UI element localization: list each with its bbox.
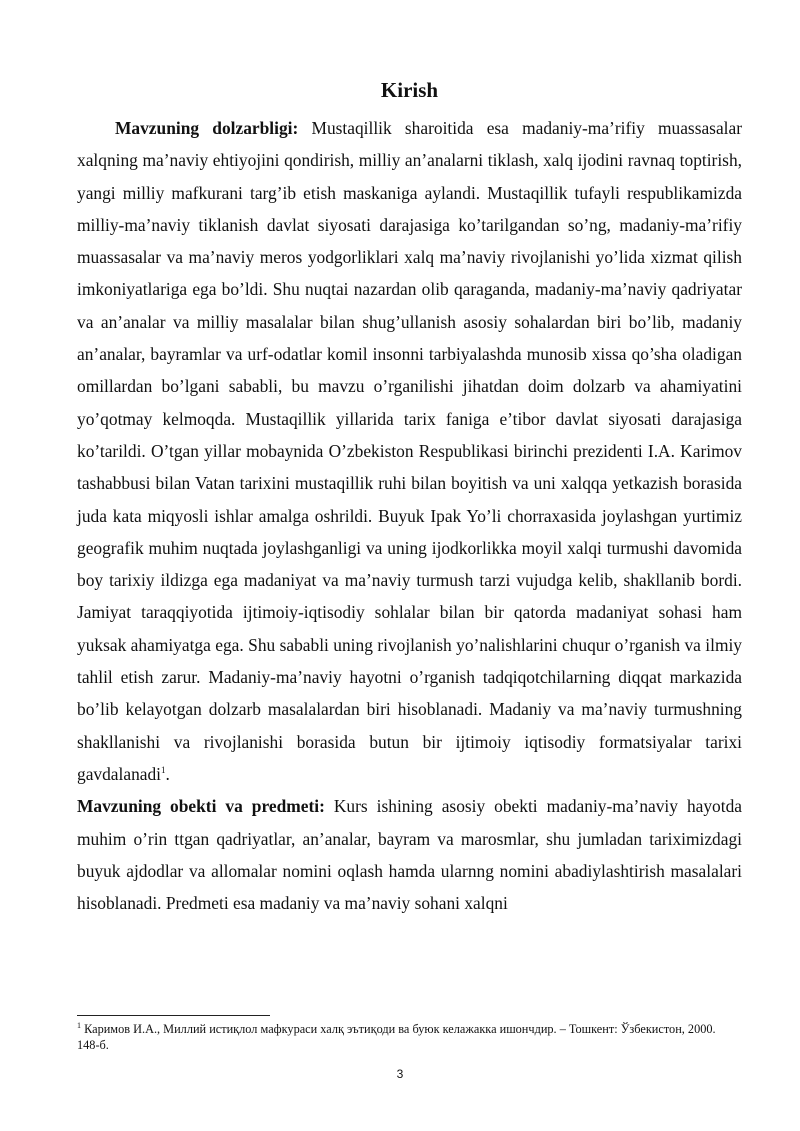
paragraph-relevance — [77, 112, 742, 790]
page-title: Kirish — [380, 78, 439, 102]
paragraph-end-relevance: . — [165, 763, 170, 784]
paragraph-lead-object-subject: Mavzuning obekti va predmeti: — [77, 796, 325, 817]
paragraph-text-relevance: Mustaqillik sharoitida esa madaniy-ma’rifiy muassasalar xalqning ma’naviy ehtiyojini qondirish, milliy an’analarni tiklash, xalq ijodini ravnaq toptirish, yangi milliy mafkurani targ’ib etish maskaniga aylandi. Mustaqillik tufayli respublikamizda milliy-ma’naviy tiklanish davlat siyosati darajasiga ko’tarilgandan so’ng, madaniy-ma’rifiy muassasalar va ma’naviy meros yodgorliklari xalq ma’naviy rivojlanishi yo’lida xizmat qilish imkoniyatlariga ega bo’ldi. Shu nuqtai nazardan olib qaraganda, madaniy-ma’naviy qadriyatar va an’analar va milliy masalalar bilan shug’ullanish asosiy sohalardan biri bo’lib, madaniy an’analar, bayramlar va urf-odatlar komil insonni tarbiyalashda munosib xissa qo’sha oladigan omillardan bo’lgani sababli, bu mavzu o’rganilishi jihatdan doim dolzarb va ahamiyatini yo’qotmay kelmoqda. Mustaqillik yillarida tarix faniga e’tibor davlat siyosati darajasiga ko’tarildi. O’tgan yillar mobaynida O’zbekiston Respublikasi birinchi prezidenti I.A. Karimov tashabbusi bilan Vatan tarixini mustaqillik ruhi bilan boyitish va uni xalqqa yetkazish borasida juda kata miqyosli ishlar amalga oshrildi. Buyuk Ipak Yo’li chorraxasida joylashgan yurtimiz geografik muhim nuqtada joylashganligi va uning ijodkorlikka moyil xalqi turmushi davomida boy tarixiy ildizga ega madaniyat va ma’naviy turmush tarzi vujudga kelib, shakllanib bordi. Jamiyat taraqqiyotida ijtimoiy-iqtisodiy sohlalar bilan bir qatorda madaniyat sohasi ham yuksak ahamiyatga ega. Shu sababli uning rivojlanish yo’nalishlarini chuqur o’rganish va ilmiy tahlil etish zarur. Madaniy-ma’naviy hayotni o’rganish tadqiqotchilarning diqqat markazida bo’lib kelayotgan dolzarb masalalardan biri hisoblanadi. Madaniy va ma’naviy turmushning shakllanishi va rivojlanishi borasida butun bir ijtimoiy iqtisodiy formatsiyalar tarixi gavdalanadi — [77, 118, 743, 784]
footnote-reference[interactable]: 1 — [161, 765, 166, 776]
footnote-mark: 1 — [77, 1020, 81, 1030]
body-text — [77, 112, 742, 919]
paragraph-lead-relevance: Mavzuning dolzarbligi: — [115, 118, 299, 138]
paragraph-object-subject — [77, 790, 742, 919]
page-number: 3 — [396, 1067, 404, 1081]
paragraph-text-object-subject: Kurs ishining asosiy obekti madaniy-ma’naviy hayotda muhim o’rin ttgan qadriyatlar, an’analar, bayram va marosmlar, shu jumladan tariximizdagi buyuk ajdodlar va allomalar nomini oqlash hamda ularnng nomini abadiylashtirish masalalari hisoblanadi. Predmeti esa madaniy va ma’naviy sohani xalqni — [77, 796, 742, 914]
footnote-text: Каримов И.А., Миллий истиқлол мафкураси халқ эътиқоди ва буюк келажакка ишончдир. – Тошкент: Ўзбекистон, 2000. 148-б. — [77, 1022, 716, 1052]
footnote — [77, 1021, 737, 1053]
footnote-divider — [77, 1015, 270, 1016]
